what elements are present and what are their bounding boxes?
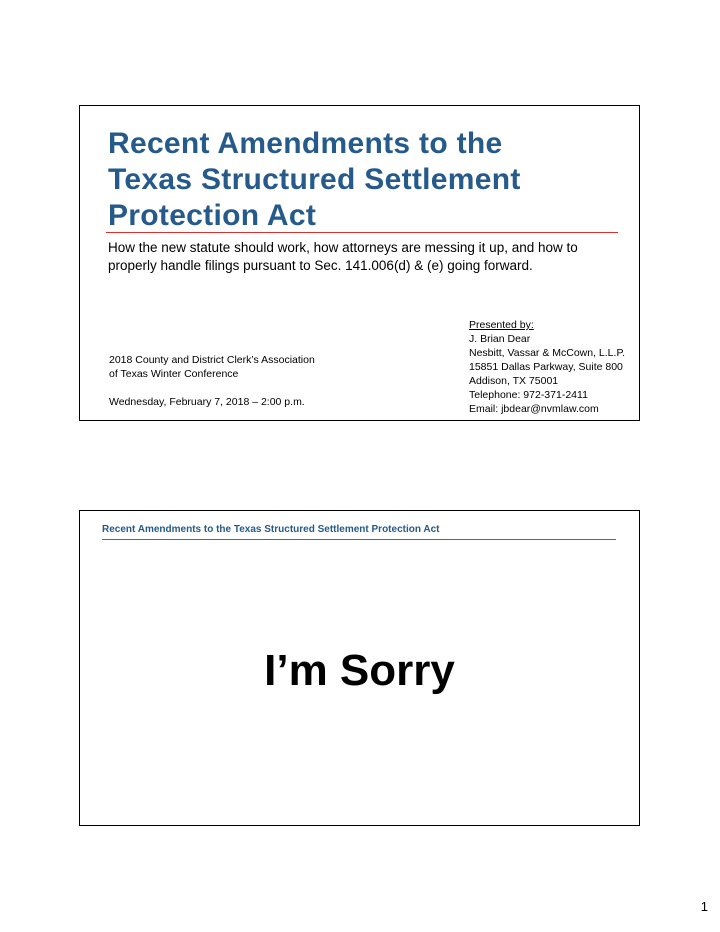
- header-divider: [102, 539, 616, 540]
- event-info: [109, 353, 349, 409]
- presenter-heading: Presented by:: [469, 319, 534, 331]
- subtitle-line-2: properly handle filings pursuant to Sec. 141.006(d) & (e) going forward.: [108, 258, 533, 273]
- subtitle-line-1: How the new statute should work, how attorneys are messing it up, and how to: [108, 240, 578, 255]
- title-line-2: Texas Structured Settlement: [108, 163, 521, 196]
- slide-subtitle: [108, 239, 628, 275]
- event-date: Wednesday, February 7, 2018 – 2:00 p.m.: [109, 396, 305, 408]
- presenter-address-2: Addison, TX 75001: [469, 375, 559, 387]
- slide-header: Recent Amendments to the Texas Structured Settlement Protection Act: [102, 524, 440, 535]
- slide-title: [108, 126, 628, 234]
- presenter-name: J. Brian Dear: [469, 333, 531, 345]
- event-line-2: of Texas Winter Conference: [109, 368, 239, 380]
- presenter-telephone: Telephone: 972-371-2411: [469, 389, 588, 401]
- presenter-address-1: 15851 Dallas Parkway, Suite 800: [469, 361, 623, 373]
- presenter-email: Email: jbdear@nvmlaw.com: [469, 403, 599, 415]
- slide-1: [79, 105, 640, 421]
- event-line-1: 2018 County and District Clerk’s Association: [109, 354, 315, 366]
- page-number: 1: [700, 899, 708, 914]
- slide-2: [79, 510, 640, 826]
- presenter-info: [469, 318, 639, 416]
- title-divider: [106, 232, 618, 233]
- title-line-3: Protection Act: [108, 199, 317, 232]
- slide-body-text: I’m Sorry: [264, 646, 455, 695]
- title-line-1: Recent Amendments to the: [108, 127, 503, 160]
- presenter-firm: Nesbitt, Vassar & McCown, L.L.P.: [469, 347, 626, 359]
